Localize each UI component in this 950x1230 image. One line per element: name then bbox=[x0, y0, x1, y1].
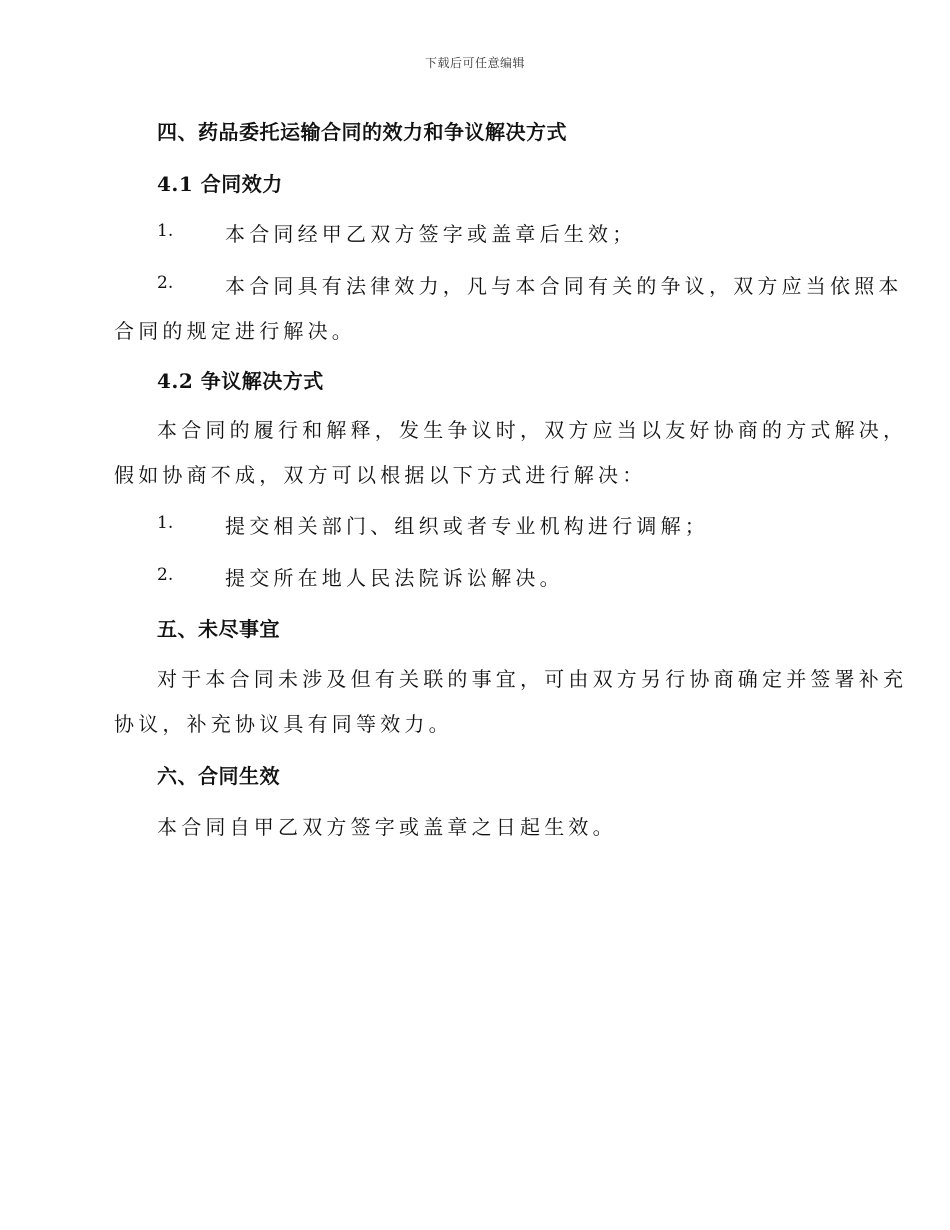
paragraph-line: 本合同自甲乙双方签字或盖章之日起生效。 bbox=[157, 815, 617, 839]
paragraph-line: 假如协商不成，双方可以根据以下方式进行解决： bbox=[114, 463, 647, 487]
section-4-2-title: 4.2 争议解决方式 bbox=[157, 369, 324, 393]
list-item-continuation: 合同的规定进行解决。 bbox=[114, 319, 356, 343]
list-item-text: 提交相关部门、组织或者专业机构进行调解； bbox=[225, 514, 709, 538]
section-4-title: 四、药品委托运输合同的效力和争议解决方式 bbox=[157, 120, 567, 144]
paragraph-line: 对于本合同未涉及但有关联的事宜，可由双方另行协商确定并签署补充 bbox=[157, 667, 908, 691]
page-header-note: 下载后可任意编辑 bbox=[424, 56, 525, 70]
list-item-number: 2. bbox=[157, 273, 174, 293]
list-item-text: 本合同具有法律效力，凡与本合同有关的争议，双方应当依照本 bbox=[225, 274, 903, 298]
list-item-text: 提交所在地人民法院诉讼解决。 bbox=[225, 566, 564, 590]
list-item-number: 1. bbox=[157, 513, 174, 533]
section-6-title: 六、合同生效 bbox=[157, 764, 280, 788]
section-4-1-title: 4.1 合同效力 bbox=[157, 172, 283, 196]
list-item-number: 2. bbox=[157, 565, 174, 585]
paragraph-line: 协议，补充协议具有同等效力。 bbox=[114, 712, 453, 736]
list-item-text: 本合同经甲乙双方签字或盖章后生效； bbox=[225, 222, 637, 246]
list-item-number: 1. bbox=[157, 221, 174, 241]
paragraph-line: 本合同的履行和解释，发生争议时，双方应当以友好协商的方式解决， bbox=[157, 418, 908, 442]
section-5-title: 五、未尽事宜 bbox=[157, 617, 280, 641]
